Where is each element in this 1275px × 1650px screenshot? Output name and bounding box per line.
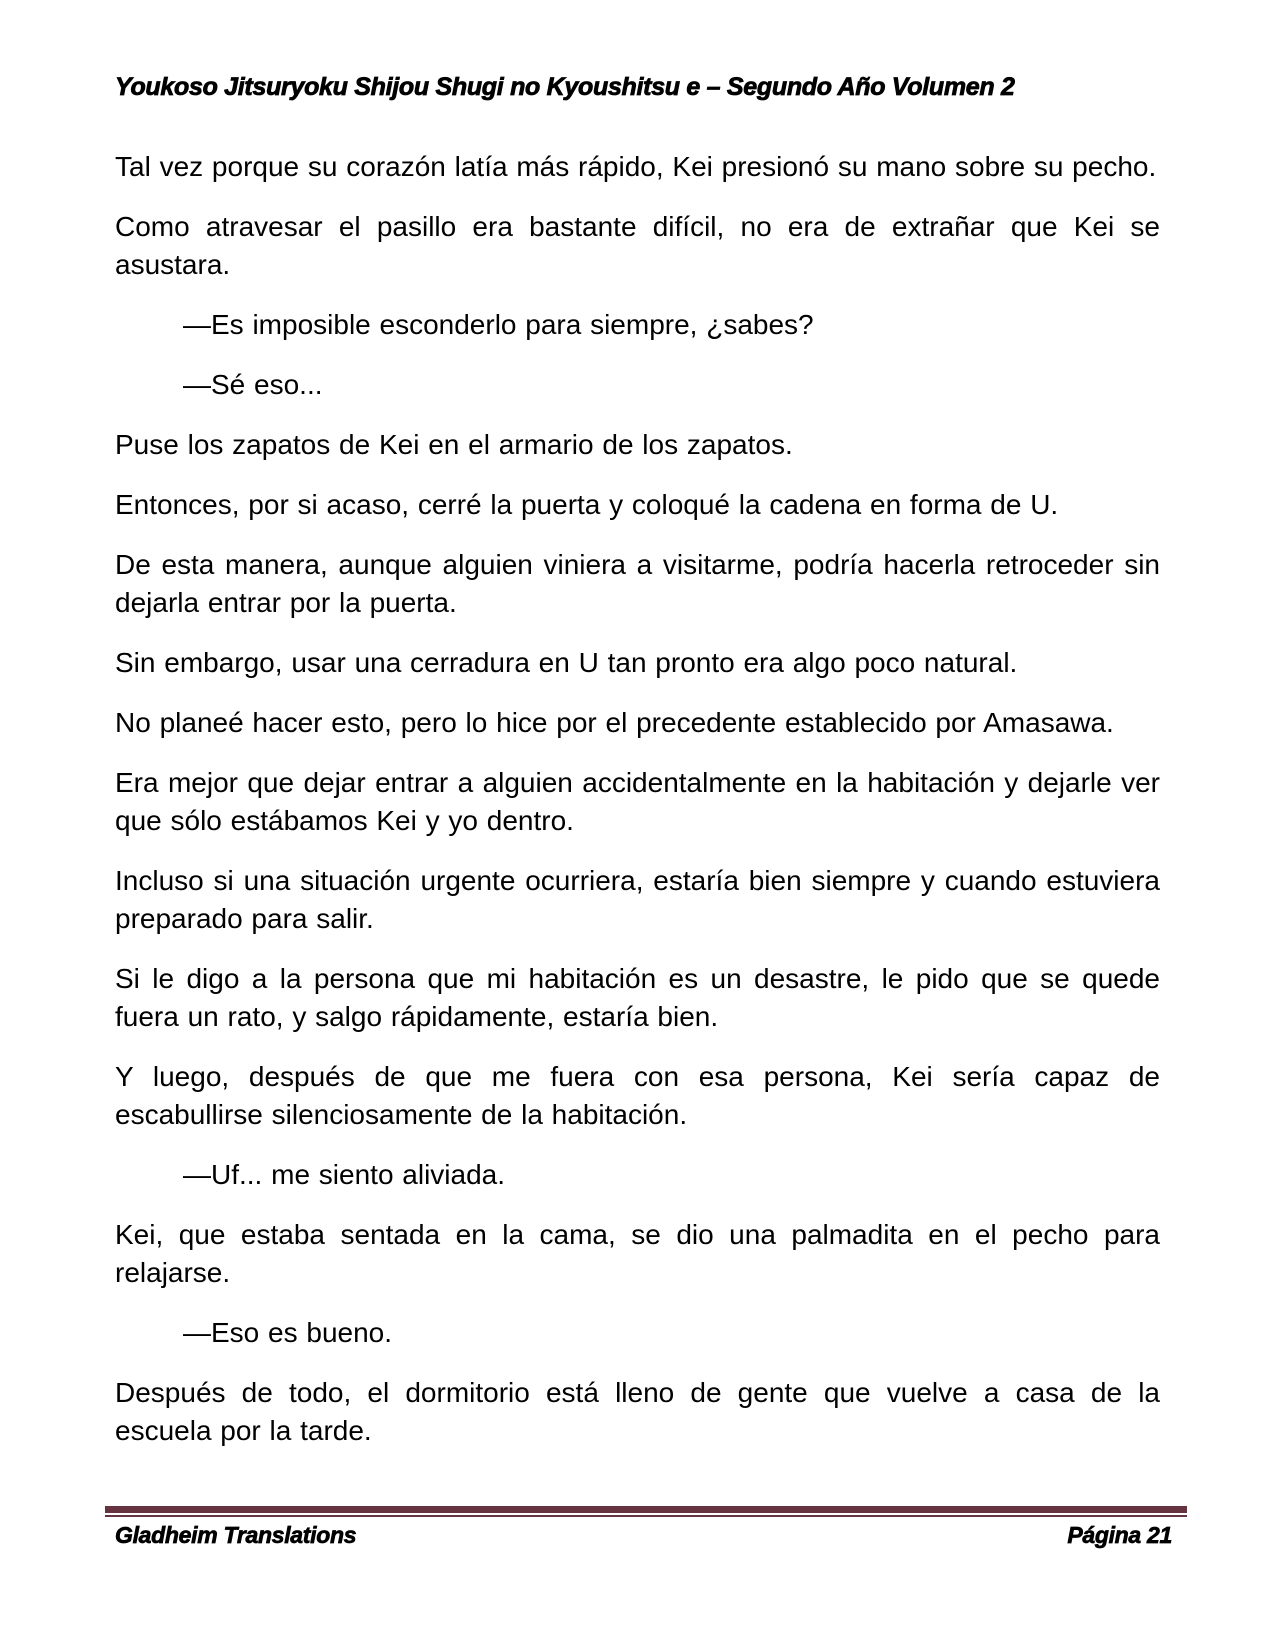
body-text bbox=[115, 148, 1160, 1472]
paragraph: De esta manera, aunque alguien viniera a visitarme, podría hacerla retroceder sin dejarla entrar por la puerta. bbox=[115, 549, 1160, 618]
paragraph: Era mejor que dejar entrar a alguien accidentalmente en la habitación y dejarle ver que sólo estábamos Kei y yo dentro. bbox=[115, 767, 1160, 836]
page-header-title: Youkoso Jitsuryoku Shijou Shugi no Kyoushitsu e – Segundo Año Volumen 2 bbox=[115, 73, 1015, 101]
paragraph: Entonces, por si acaso, cerré la puerta y coloqué la cadena en forma de U. bbox=[115, 489, 1059, 520]
paragraph: —Es imposible esconderlo para siempre, ¿sabes? bbox=[183, 309, 814, 340]
paragraph: Después de todo, el dormitorio está lleno de gente que vuelve a casa de la escuela por la tarde. bbox=[115, 1377, 1160, 1446]
paragraph: —Uf... me siento aliviada. bbox=[183, 1159, 506, 1190]
footer-rule-thick bbox=[105, 1506, 1187, 1513]
paragraph: No planeé hacer esto, pero lo hice por el precedente establecido por Amasawa. bbox=[115, 707, 1114, 738]
paragraph: Si le digo a la persona que mi habitación es un desastre, le pido que se quede fuera un rato, y salgo rápidamente, estaría bien. bbox=[115, 963, 1160, 1032]
paragraph: Como atravesar el pasillo era bastante difícil, no era de extrañar que Kei se asustara. bbox=[115, 211, 1160, 280]
page-footer bbox=[105, 1506, 1187, 1549]
paragraph: Sin embargo, usar una cerradura en U tan pronto era algo poco natural. bbox=[115, 647, 1018, 678]
paragraph: Puse los zapatos de Kei en el armario de los zapatos. bbox=[115, 429, 793, 460]
footer-page-number: Página 21 bbox=[1067, 1522, 1172, 1548]
paragraph: Tal vez porque su corazón latía más rápido, Kei presionó su mano sobre su pecho. bbox=[115, 151, 1157, 182]
paragraph: —Sé eso... bbox=[183, 369, 323, 400]
paragraph: Kei, que estaba sentada en la cama, se dio una palmadita en el pecho para relajarse. bbox=[115, 1219, 1160, 1288]
paragraph: —Eso es bueno. bbox=[183, 1317, 393, 1348]
paragraph: Y luego, después de que me fuera con esa persona, Kei sería capaz de escabullirse silenciosamente de la habitación. bbox=[115, 1061, 1160, 1130]
footer-translator-credit: Gladheim Translations bbox=[115, 1522, 357, 1548]
paragraph: Incluso si una situación urgente ocurriera, estaría bien siempre y cuando estuviera preparado para salir. bbox=[115, 865, 1160, 934]
